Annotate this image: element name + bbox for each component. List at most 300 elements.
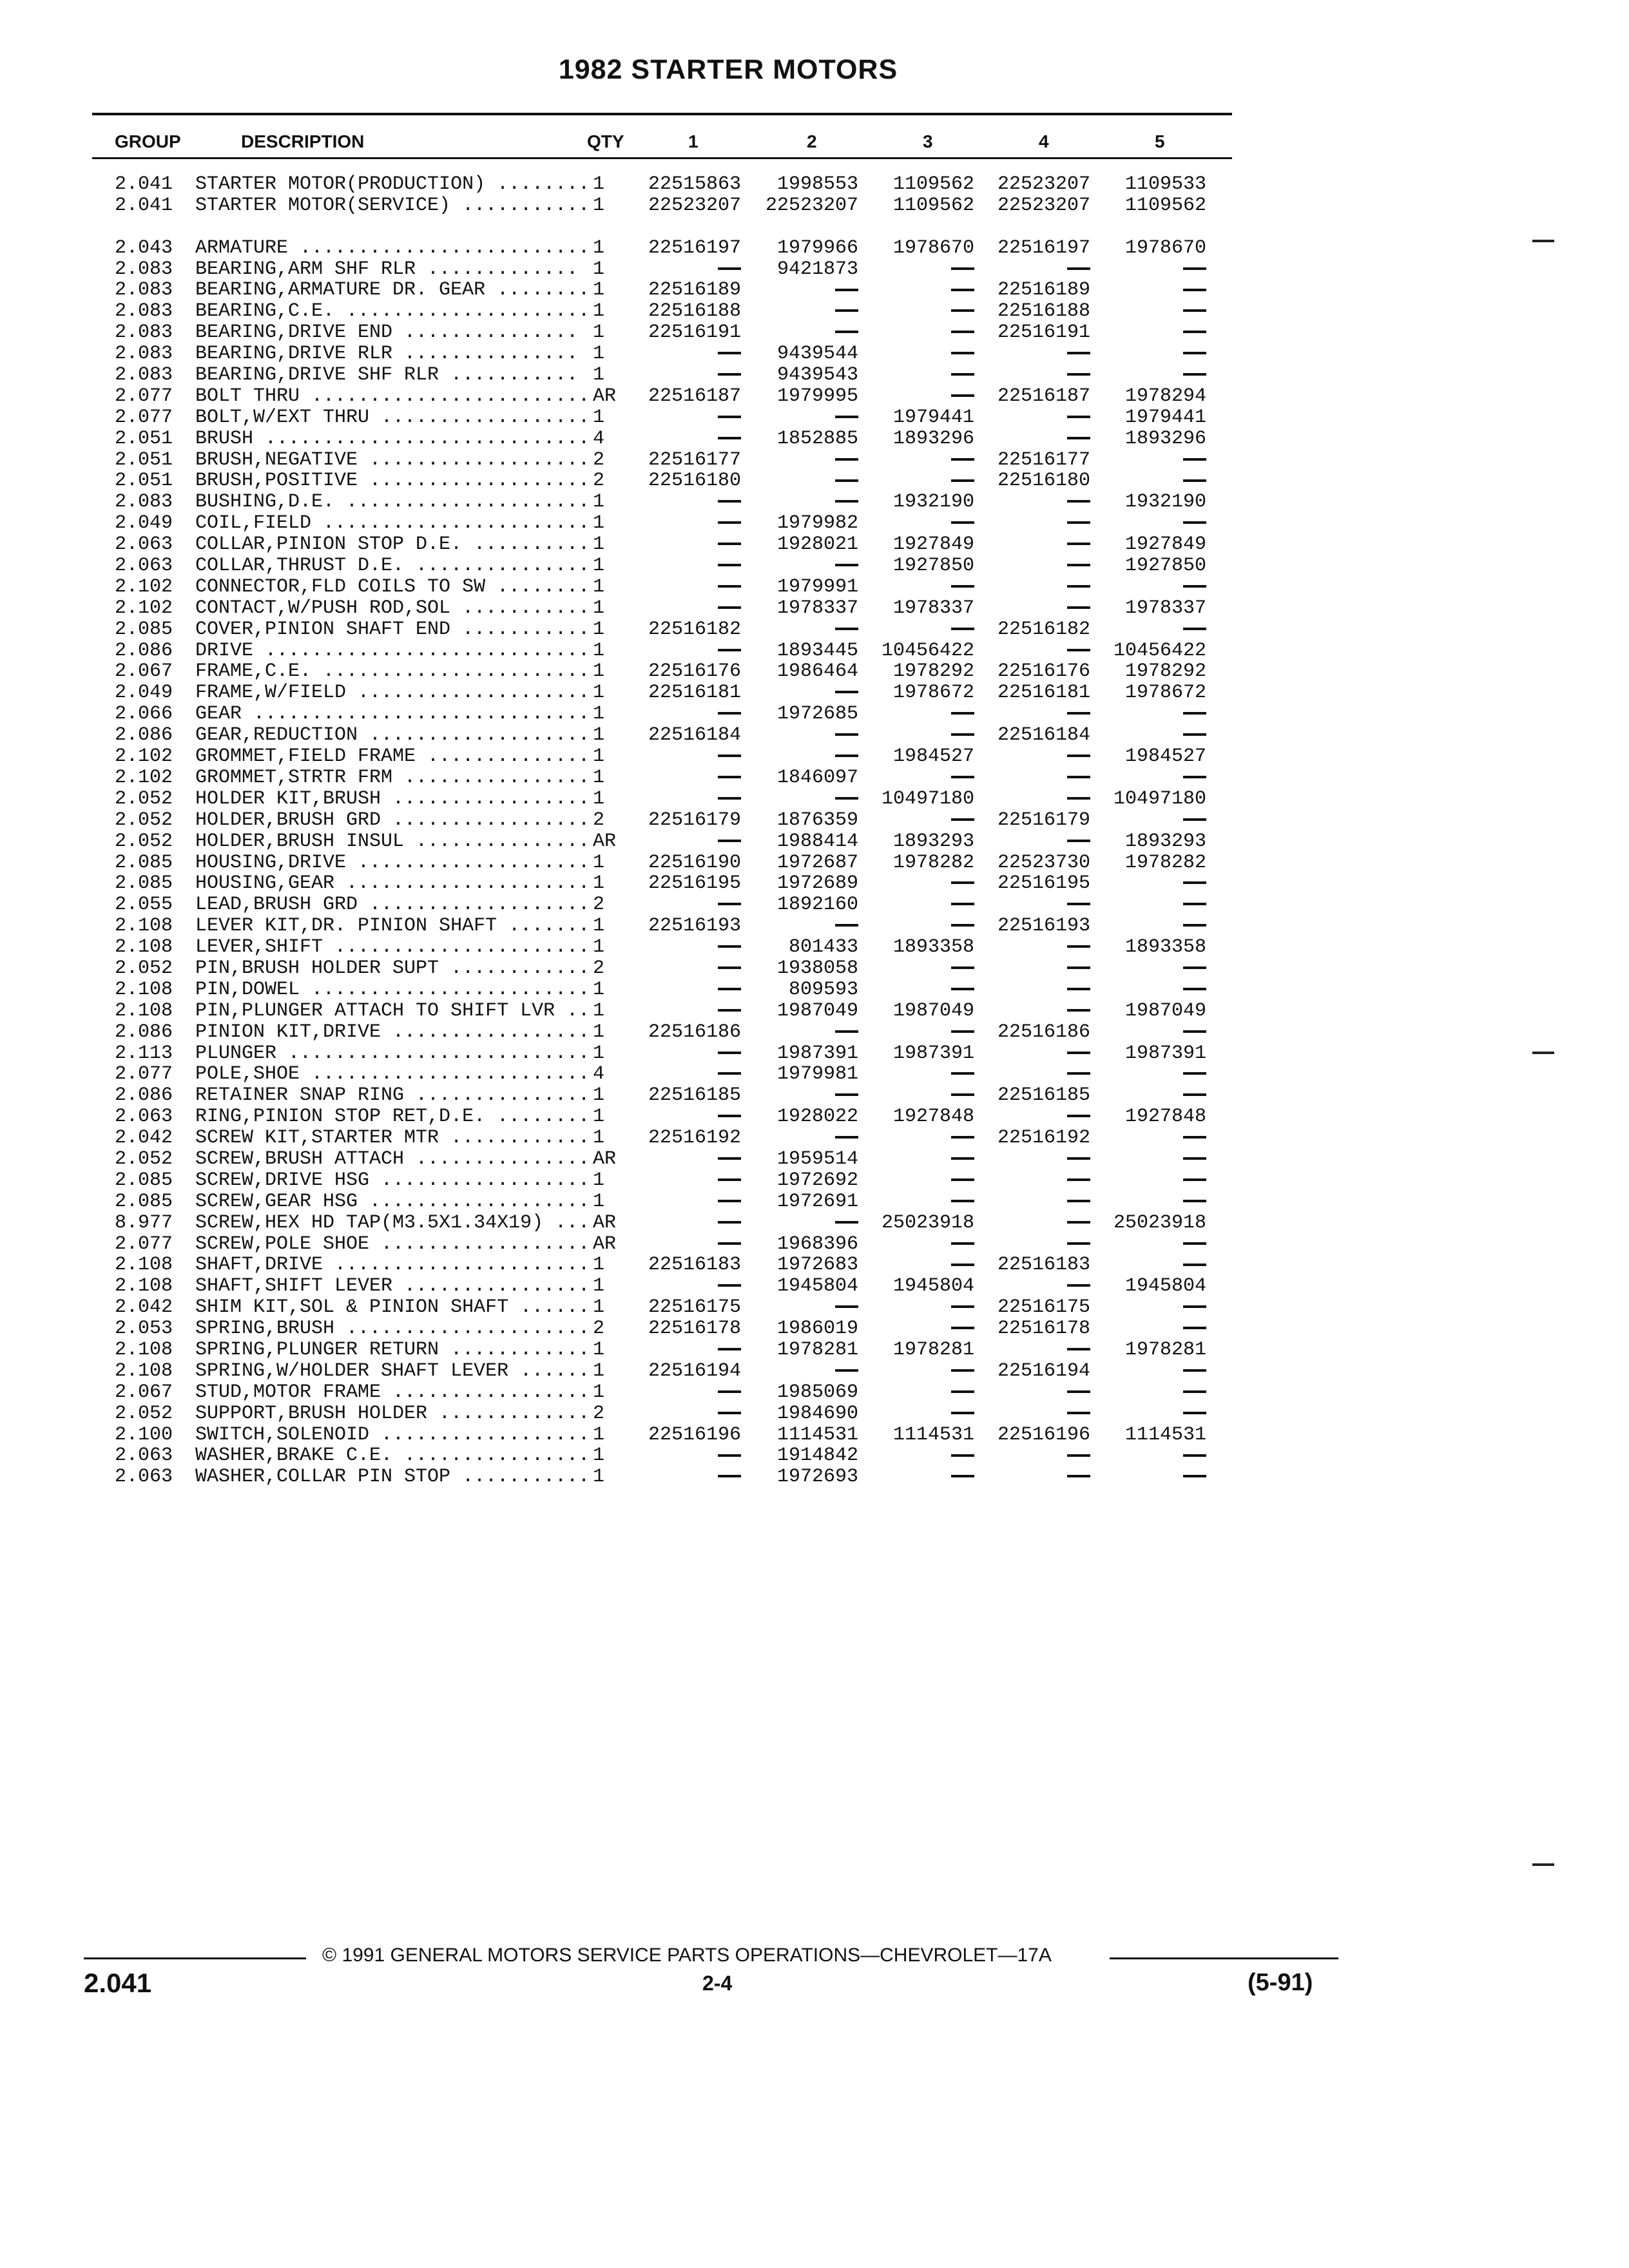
table-row xyxy=(0,492,1629,513)
table-row xyxy=(0,1445,1629,1466)
row-part-2: 1972683 xyxy=(776,1254,858,1276)
row-part-5 xyxy=(1090,301,1206,322)
none-dash xyxy=(951,1157,974,1160)
row-part-4 xyxy=(974,407,1090,428)
footer-rule-left xyxy=(84,1957,306,1959)
row-part-3 xyxy=(858,343,974,365)
row-part-4: 22516188 xyxy=(997,300,1090,323)
row-part-4: 22523207 xyxy=(997,194,1090,216)
row-part-5 xyxy=(1090,810,1206,831)
row-part-5: 1978281 xyxy=(1124,1338,1206,1361)
row-part-5 xyxy=(1090,1445,1206,1466)
row-description: COIL,FIELD ....................... xyxy=(195,512,590,535)
row-part-5 xyxy=(1090,1318,1206,1340)
row-part-5: 10497180 xyxy=(1113,787,1206,810)
none-dash xyxy=(1183,1369,1206,1372)
table-row xyxy=(0,301,1629,322)
row-part-3 xyxy=(858,810,974,831)
row-description: SCREW KIT,STARTER MTR ............ xyxy=(195,1127,590,1149)
row-part-4 xyxy=(974,513,1090,534)
row-part-2: 1914842 xyxy=(776,1445,858,1467)
row-part-5: 1945804 xyxy=(1124,1275,1206,1298)
none-dash xyxy=(835,479,858,482)
none-dash xyxy=(951,733,974,736)
none-dash xyxy=(1067,1200,1090,1202)
row-part-5 xyxy=(1090,280,1206,301)
row-part-3 xyxy=(858,894,974,916)
row-group: 8.977 xyxy=(115,1211,173,1234)
row-description: SHAFT,SHIFT LEVER ................ xyxy=(195,1275,590,1298)
col-header-description: DESCRIPTION xyxy=(241,131,365,151)
row-qty: 1 xyxy=(593,1275,605,1298)
row-part-1 xyxy=(625,767,741,789)
table-row xyxy=(0,1022,1629,1043)
row-qty: 1 xyxy=(593,618,605,640)
table-row xyxy=(0,894,1629,916)
none-dash xyxy=(718,1157,741,1160)
row-part-3 xyxy=(858,1128,974,1149)
none-dash xyxy=(1183,776,1206,778)
table-row xyxy=(0,789,1629,810)
row-part-2: 1987391 xyxy=(776,1042,858,1064)
row-part-2: 9421873 xyxy=(776,258,858,280)
table-row xyxy=(0,259,1629,280)
row-part-2: 1846097 xyxy=(776,766,858,789)
row-group: 2.102 xyxy=(115,597,173,619)
row-qty: 1 xyxy=(593,1466,605,1488)
row-part-2: 1928021 xyxy=(776,533,858,556)
none-dash xyxy=(718,1178,741,1181)
margin-mark xyxy=(1532,1052,1554,1054)
row-group: 2.085 xyxy=(115,872,173,895)
none-dash xyxy=(951,1369,974,1372)
row-description: SPRING,PLUNGER RETURN ............ xyxy=(195,1338,590,1361)
row-part-4 xyxy=(974,789,1090,810)
row-part-4: 22516187 xyxy=(997,385,1090,407)
row-part-5 xyxy=(1090,979,1206,1001)
row-qty: 1 xyxy=(593,682,605,704)
row-part-4 xyxy=(974,1001,1090,1022)
row-part-5 xyxy=(1090,1085,1206,1106)
none-dash xyxy=(718,1390,741,1393)
none-dash xyxy=(1183,628,1206,630)
row-description: RING,PINION STOP RET,D.E. ........ xyxy=(195,1106,590,1128)
none-dash xyxy=(1067,649,1090,651)
row-part-2: 1978337 xyxy=(776,597,858,619)
row-part-4: 22523207 xyxy=(997,173,1090,195)
row-part-3 xyxy=(858,1170,974,1191)
none-dash xyxy=(951,352,974,354)
table-row xyxy=(0,1234,1629,1255)
row-part-1 xyxy=(625,1106,741,1128)
none-dash xyxy=(835,1093,858,1096)
row-description: SWITCH,SOLENOID .................. xyxy=(195,1423,590,1446)
none-dash xyxy=(835,1221,858,1224)
table-row xyxy=(0,1064,1629,1085)
none-dash xyxy=(835,924,858,927)
row-part-4: 22516179 xyxy=(997,809,1090,831)
row-part-1: 22516187 xyxy=(648,385,741,407)
none-dash xyxy=(951,289,974,291)
none-dash xyxy=(1067,1178,1090,1181)
row-group: 2.055 xyxy=(115,894,173,916)
row-part-4 xyxy=(974,704,1090,725)
row-description: GROMMET,FIELD FRAME .............. xyxy=(195,745,590,768)
row-part-3 xyxy=(858,1318,974,1340)
footer-copyright: © 1991 GENERAL MOTORS SERVICE PARTS OPERATIONS—CHEVROLET—17A xyxy=(322,1945,1052,1966)
none-dash xyxy=(718,1115,741,1117)
row-group: 2.067 xyxy=(115,1381,173,1403)
row-description: PIN,PLUNGER ATTACH TO SHIFT LVR .. xyxy=(195,999,590,1022)
table-row xyxy=(0,661,1629,682)
row-group: 2.108 xyxy=(115,936,173,959)
none-dash xyxy=(718,1242,741,1245)
table-row xyxy=(0,746,1629,767)
row-qty: AR xyxy=(593,1148,617,1170)
page-title: 1982 STARTER MOTORS xyxy=(558,54,898,85)
row-part-1: 22516193 xyxy=(648,915,741,937)
table-row xyxy=(0,640,1629,662)
row-part-4 xyxy=(974,1234,1090,1255)
header-bottom-rule xyxy=(92,157,1232,159)
none-dash xyxy=(1183,585,1206,588)
none-dash xyxy=(1067,352,1090,354)
row-part-3 xyxy=(858,513,974,534)
row-part-1: 22516179 xyxy=(648,809,741,831)
row-part-1: 22516196 xyxy=(648,1423,741,1446)
row-group: 2.052 xyxy=(115,809,173,831)
row-part-1 xyxy=(625,1170,741,1191)
none-dash xyxy=(1067,437,1090,439)
row-part-5: 1978292 xyxy=(1124,660,1206,683)
row-qty: 1 xyxy=(593,1084,605,1107)
table-row xyxy=(0,619,1629,640)
row-group: 2.083 xyxy=(115,279,173,302)
row-description: STARTER MOTOR(SERVICE) ........... xyxy=(195,194,590,216)
row-part-2: 1979982 xyxy=(776,512,858,535)
row-part-1 xyxy=(625,1043,741,1064)
row-part-4 xyxy=(974,979,1090,1001)
row-group: 2.083 xyxy=(115,343,173,365)
row-part-2: 1938058 xyxy=(776,957,858,979)
row-group: 2.052 xyxy=(115,957,173,979)
row-description: GROMMET,STRTR FRM ................ xyxy=(195,766,590,789)
row-group: 2.083 xyxy=(115,258,173,280)
table-row xyxy=(0,365,1629,386)
row-part-5 xyxy=(1090,322,1206,343)
none-dash xyxy=(1067,1052,1090,1054)
table-row xyxy=(0,1106,1629,1128)
table-row xyxy=(0,767,1629,789)
row-qty: 1 xyxy=(593,173,605,195)
none-dash xyxy=(1067,988,1090,990)
none-dash xyxy=(951,628,974,630)
row-part-3 xyxy=(858,577,974,598)
row-part-5: 1893358 xyxy=(1124,936,1206,959)
table-row xyxy=(0,280,1629,301)
row-group: 2.067 xyxy=(115,660,173,683)
row-part-5: 1978294 xyxy=(1124,385,1206,407)
row-part-1 xyxy=(625,1001,741,1022)
table-row xyxy=(0,555,1629,577)
row-part-1 xyxy=(625,513,741,534)
row-part-1 xyxy=(625,1234,741,1255)
row-part-2: 1928022 xyxy=(776,1106,858,1128)
row-part-2 xyxy=(742,1361,858,1382)
row-group: 2.083 xyxy=(115,300,173,323)
row-part-5: 1978672 xyxy=(1124,682,1206,704)
none-dash xyxy=(835,1305,858,1308)
none-dash xyxy=(1067,966,1090,969)
row-group: 2.077 xyxy=(115,406,173,428)
row-part-5: 1932190 xyxy=(1124,491,1206,514)
row-part-4: 22516197 xyxy=(997,236,1090,259)
none-dash xyxy=(1067,1475,1090,1477)
row-part-2: 1986019 xyxy=(776,1318,858,1340)
row-description: BRUSH ............................ xyxy=(195,427,590,450)
row-part-3: 1978672 xyxy=(892,682,974,704)
none-dash xyxy=(1183,1327,1206,1329)
none-dash xyxy=(1183,458,1206,461)
row-qty: 4 xyxy=(593,427,605,450)
row-part-2 xyxy=(742,682,858,704)
row-part-1: 22523207 xyxy=(648,194,741,216)
table-row xyxy=(0,1340,1629,1361)
row-group: 2.086 xyxy=(115,724,173,747)
row-part-1: 22516197 xyxy=(648,236,741,259)
none-dash xyxy=(1183,818,1206,821)
row-part-5: 1978282 xyxy=(1124,851,1206,874)
row-part-2 xyxy=(742,450,858,471)
row-description: SPRING,W/HOLDER SHAFT LEVER ...... xyxy=(195,1360,590,1382)
row-part-1: 22515863 xyxy=(648,173,741,195)
row-part-1 xyxy=(625,1213,741,1234)
none-dash xyxy=(1067,267,1090,270)
none-dash xyxy=(1067,712,1090,715)
row-part-2: 1987049 xyxy=(776,999,858,1022)
table-row xyxy=(0,1149,1629,1170)
row-qty: 1 xyxy=(593,999,605,1022)
row-part-1 xyxy=(625,1403,741,1425)
row-part-2: 1972692 xyxy=(776,1169,858,1191)
row-part-2: 9439544 xyxy=(776,343,858,365)
row-part-2: 801433 xyxy=(788,936,858,959)
none-dash xyxy=(1183,903,1206,905)
row-part-1: 22516181 xyxy=(648,682,741,704)
none-dash xyxy=(951,712,974,715)
row-qty: 1 xyxy=(593,1360,605,1382)
row-group: 2.052 xyxy=(115,830,173,852)
row-part-1: 22516191 xyxy=(648,322,741,344)
row-part-4 xyxy=(974,1106,1090,1128)
col-header-4: 4 xyxy=(1039,131,1049,151)
row-part-5: 25023918 xyxy=(1113,1211,1206,1234)
row-part-2 xyxy=(742,916,858,937)
row-qty: 1 xyxy=(593,533,605,556)
none-dash xyxy=(1183,289,1206,291)
row-description: FRAME,W/FIELD .................... xyxy=(195,682,590,704)
row-qty: 2 xyxy=(593,470,605,492)
row-part-3 xyxy=(858,1191,974,1213)
row-part-3 xyxy=(858,1085,974,1106)
none-dash xyxy=(951,373,974,376)
footer-date: (5-91) xyxy=(1248,1969,1313,1996)
row-qty: 1 xyxy=(593,703,605,726)
row-qty: 2 xyxy=(593,809,605,831)
none-dash xyxy=(1183,881,1206,884)
table-row xyxy=(0,450,1629,471)
table-row xyxy=(0,386,1629,407)
none-dash xyxy=(835,797,858,800)
row-group: 2.085 xyxy=(115,1169,173,1191)
row-group: 2.108 xyxy=(115,1254,173,1276)
row-part-1: 22516176 xyxy=(648,660,741,683)
row-part-3 xyxy=(858,916,974,937)
none-dash xyxy=(951,988,974,990)
row-qty: 1 xyxy=(593,1169,605,1191)
none-dash xyxy=(835,1136,858,1139)
row-part-1: 22516182 xyxy=(648,618,741,640)
row-part-4: 22516175 xyxy=(997,1296,1090,1319)
row-part-3: 10497180 xyxy=(881,787,974,810)
row-qty: 1 xyxy=(593,745,605,768)
row-qty: 1 xyxy=(593,936,605,959)
table-row xyxy=(0,534,1629,555)
row-part-2 xyxy=(742,322,858,343)
none-dash xyxy=(718,1475,741,1477)
row-group: 2.053 xyxy=(115,1318,173,1340)
none-dash xyxy=(718,416,741,418)
none-dash xyxy=(718,373,741,376)
row-qty: 1 xyxy=(593,194,605,216)
none-dash xyxy=(1183,1030,1206,1033)
none-dash xyxy=(718,1009,741,1012)
none-dash xyxy=(718,543,741,545)
row-part-5: 1927849 xyxy=(1124,533,1206,556)
row-part-3 xyxy=(858,322,974,343)
none-dash xyxy=(835,628,858,630)
row-group: 2.077 xyxy=(115,385,173,407)
none-dash xyxy=(951,1475,974,1477)
row-part-1: 22516194 xyxy=(648,1360,741,1382)
row-qty: 1 xyxy=(593,1338,605,1361)
table-row xyxy=(0,1466,1629,1488)
row-description: BEARING,ARMATURE DR. GEAR ........ xyxy=(195,279,590,302)
row-part-5 xyxy=(1090,873,1206,894)
row-qty: 4 xyxy=(593,1063,605,1086)
row-part-3 xyxy=(858,470,974,492)
row-description: DRIVE ............................ xyxy=(195,639,590,662)
none-dash xyxy=(951,331,974,333)
row-qty: 2 xyxy=(593,448,605,471)
none-dash xyxy=(718,1284,741,1287)
none-dash xyxy=(718,1200,741,1202)
row-group: 2.085 xyxy=(115,851,173,874)
row-qty: 1 xyxy=(593,978,605,1001)
row-description: PIN,BRUSH HOLDER SUPT ............ xyxy=(195,957,590,979)
row-part-5 xyxy=(1090,1403,1206,1425)
none-dash xyxy=(951,903,974,905)
row-part-3 xyxy=(858,280,974,301)
row-part-4 xyxy=(974,534,1090,555)
row-part-3 xyxy=(858,1361,974,1382)
row-description: SPRING,BRUSH ..................... xyxy=(195,1318,590,1340)
row-part-4: 22516180 xyxy=(997,470,1090,492)
row-part-5 xyxy=(1090,577,1206,598)
row-part-5: 1978670 xyxy=(1124,236,1206,259)
table-row xyxy=(0,577,1629,598)
row-group: 2.077 xyxy=(115,1063,173,1086)
row-part-3: 1932190 xyxy=(892,491,974,514)
row-qty: 1 xyxy=(593,787,605,810)
none-dash xyxy=(1183,1264,1206,1266)
row-part-1: 22516189 xyxy=(648,279,741,302)
row-qty: 1 xyxy=(593,1021,605,1043)
none-dash xyxy=(1183,733,1206,736)
row-part-4: 22516184 xyxy=(997,724,1090,747)
row-part-1 xyxy=(625,1191,741,1213)
row-part-4 xyxy=(974,1340,1090,1361)
none-dash xyxy=(1067,1072,1090,1075)
row-description: SCREW,DRIVE HSG .................. xyxy=(195,1169,590,1191)
row-part-4 xyxy=(974,577,1090,598)
row-part-2: 1979981 xyxy=(776,1063,858,1086)
none-dash xyxy=(1183,309,1206,312)
row-part-2: 809593 xyxy=(788,978,858,1001)
row-part-3: 10456422 xyxy=(881,639,974,662)
row-group: 2.083 xyxy=(115,491,173,514)
none-dash xyxy=(1067,945,1090,948)
row-qty: 1 xyxy=(593,491,605,514)
row-description: SCREW,GEAR HSG ................... xyxy=(195,1190,590,1213)
row-part-2: 1972687 xyxy=(776,851,858,874)
row-qty: 1 xyxy=(593,512,605,535)
none-dash xyxy=(1067,1412,1090,1414)
table-row xyxy=(0,1043,1629,1064)
none-dash xyxy=(1067,416,1090,418)
none-dash xyxy=(835,309,858,312)
row-description: HOLDER KIT,BRUSH ................. xyxy=(195,787,590,810)
none-dash xyxy=(718,712,741,715)
row-part-4: 22516195 xyxy=(997,872,1090,895)
row-group: 2.051 xyxy=(115,448,173,471)
row-part-4: 22516185 xyxy=(997,1084,1090,1107)
none-dash xyxy=(1067,776,1090,778)
row-part-3 xyxy=(858,619,974,640)
row-description: WASHER,BRAKE C.E. ................ xyxy=(195,1445,590,1467)
none-dash xyxy=(1183,1454,1206,1457)
row-part-1: 22516184 xyxy=(648,724,741,747)
row-part-5 xyxy=(1090,470,1206,492)
table-row xyxy=(0,195,1629,216)
none-dash xyxy=(951,1242,974,1245)
row-part-3 xyxy=(858,386,974,407)
row-description: STUD,MOTOR FRAME ................. xyxy=(195,1381,590,1403)
row-group: 2.083 xyxy=(115,364,173,387)
none-dash xyxy=(1067,606,1090,609)
row-qty: 1 xyxy=(593,724,605,747)
row-part-4 xyxy=(974,1382,1090,1403)
row-qty: 2 xyxy=(593,1318,605,1340)
footer-page-number: 2-4 xyxy=(702,1972,733,1995)
none-dash xyxy=(951,1072,974,1075)
row-part-1: 22516186 xyxy=(648,1021,741,1043)
row-part-3: 1927850 xyxy=(892,555,974,577)
header-top-rule xyxy=(92,113,1232,115)
none-dash xyxy=(951,1136,974,1139)
row-qty: 1 xyxy=(593,322,605,344)
row-description: BEARING,DRIVE RLR ............... xyxy=(195,343,579,365)
